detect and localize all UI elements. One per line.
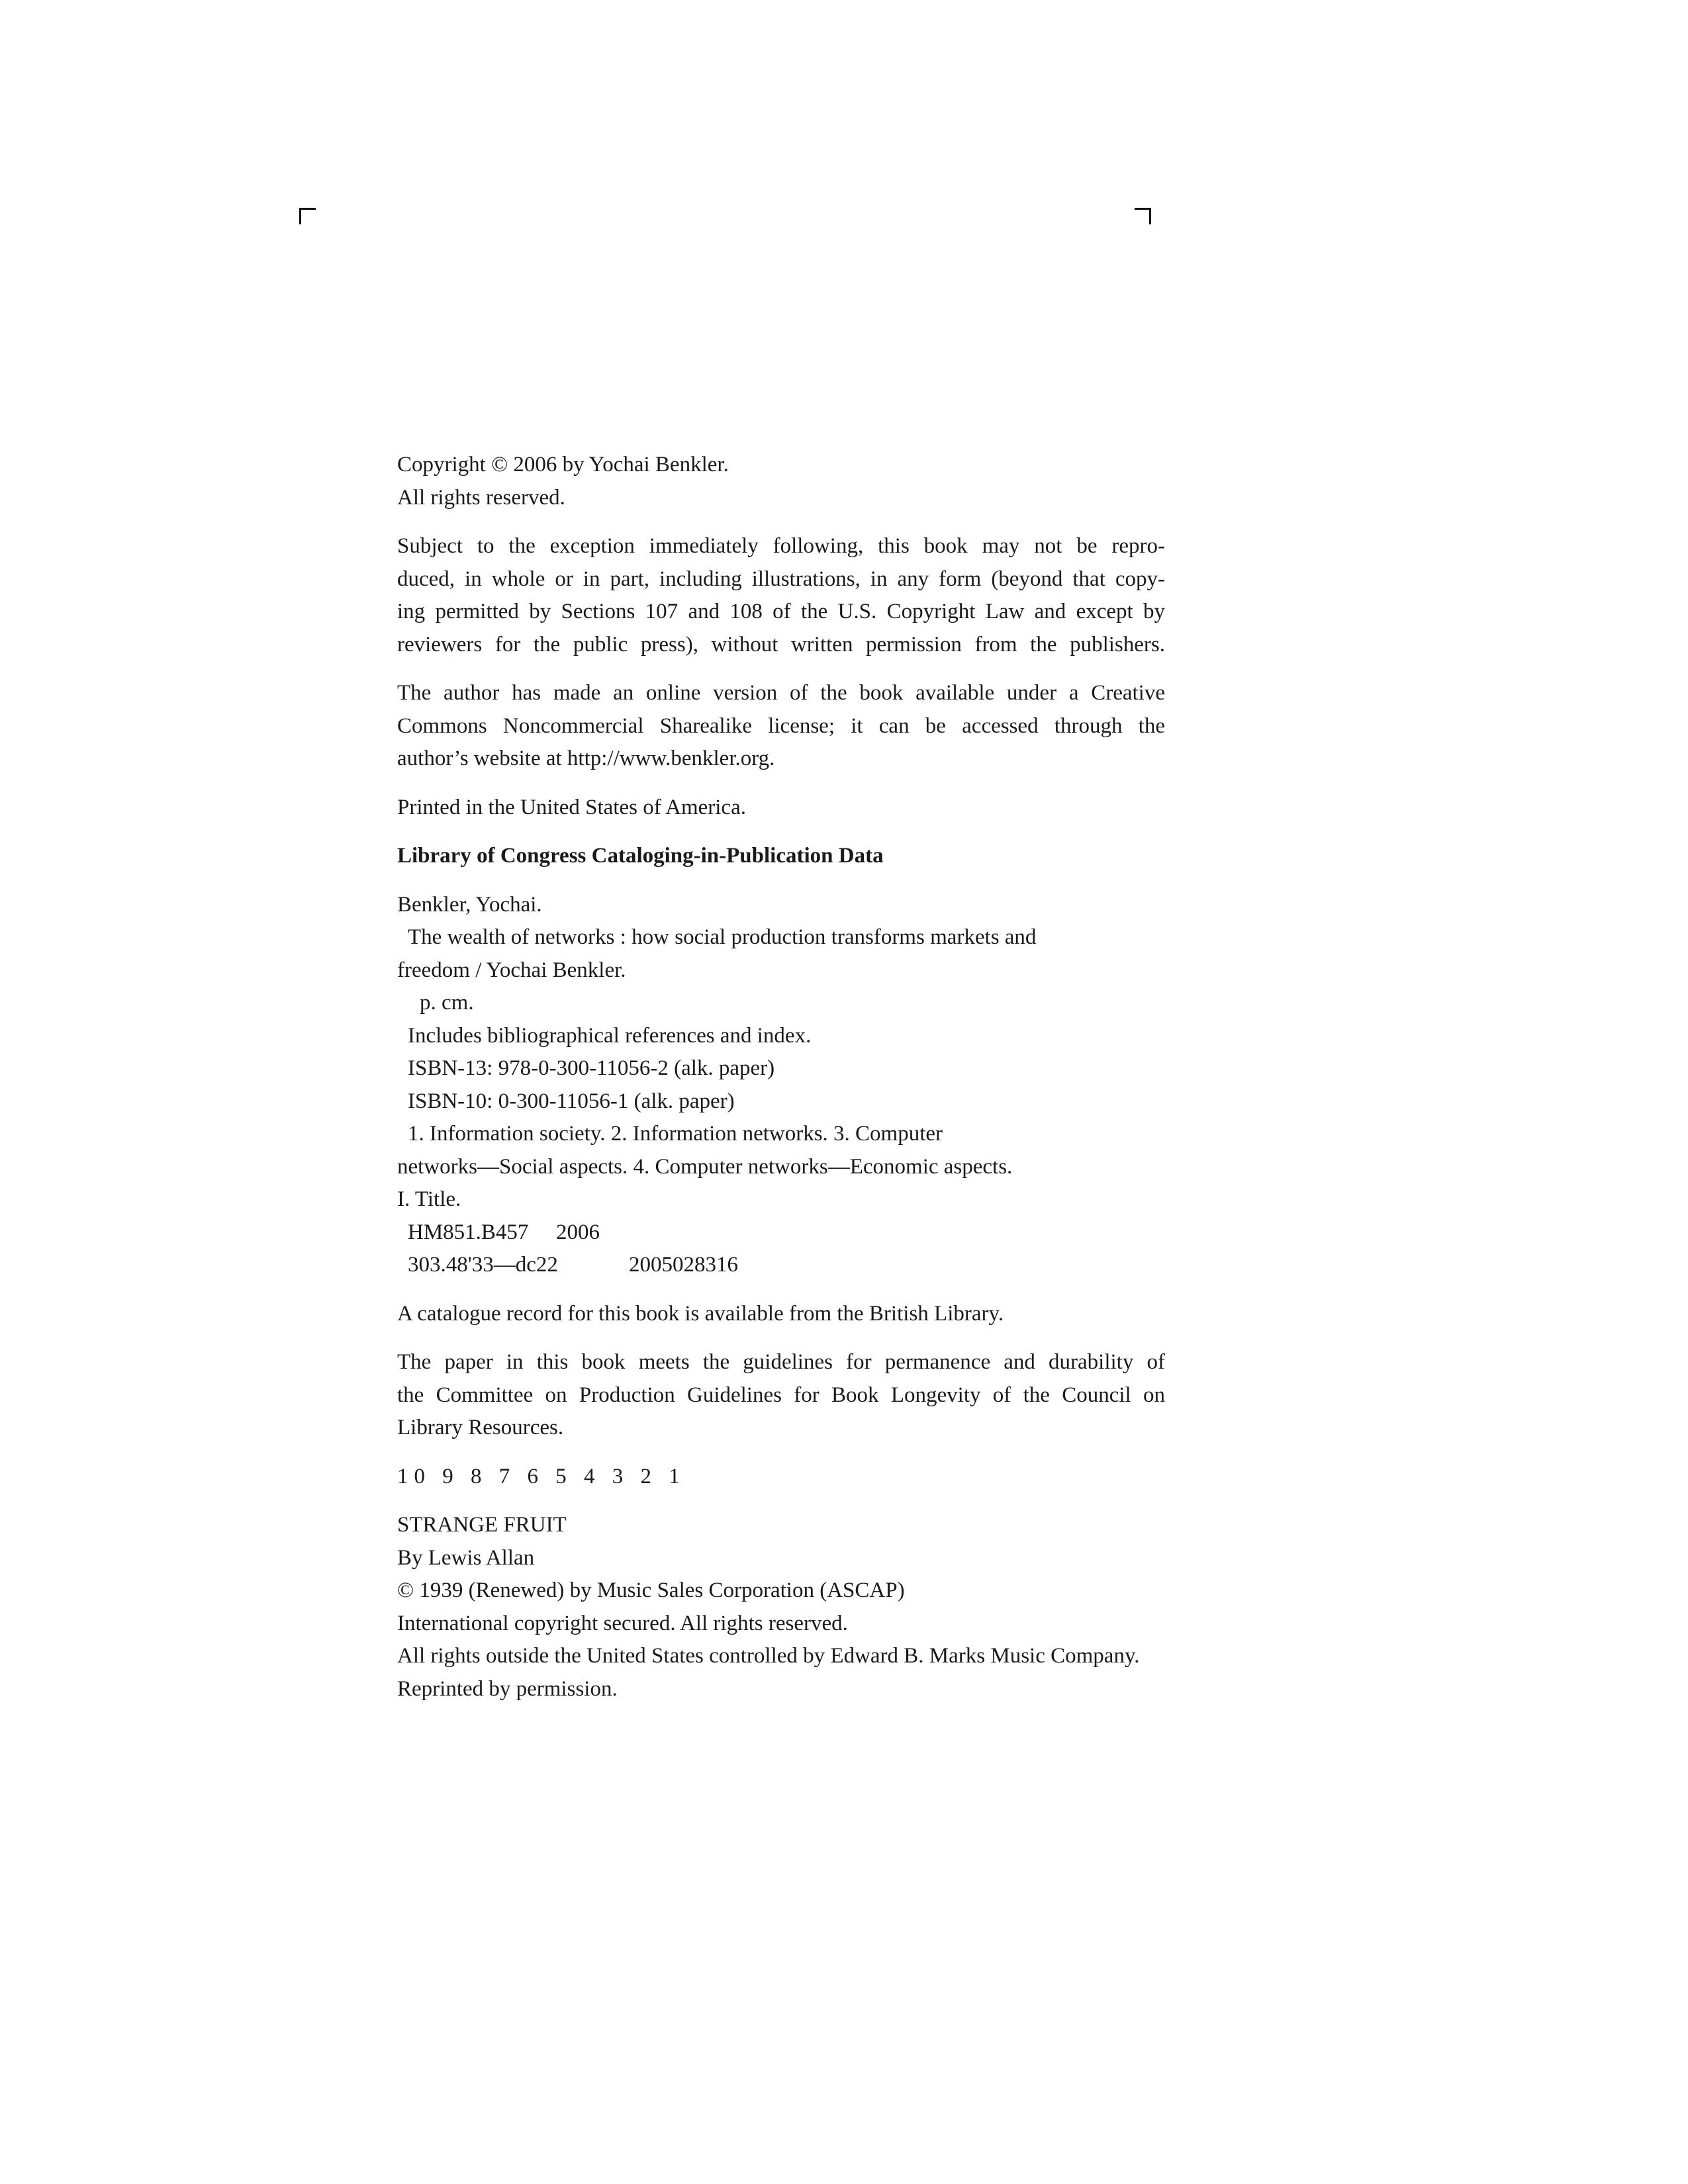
song-reprinted: Reprinted by permission. (397, 1676, 618, 1701)
cip-call-number-row (397, 1216, 1165, 1250)
british-library-text: A catalogue record for this book is available from the British Library. (397, 1301, 1004, 1326)
online-version-paragraph (397, 677, 1165, 776)
cip-title-line: The wealth of networks : how social production transforms markets and (408, 925, 1037, 949)
permission-line: duced, in whole or in part, including illustrations, in any form (beyond that copy- (397, 567, 1165, 591)
song-title: STRANGE FRUIT (397, 1513, 567, 1537)
cip-call-number: HM851.B457 (408, 1220, 529, 1244)
british-library-line (397, 1298, 1165, 1331)
cip-dewey: 303.48'33—dc22 (408, 1253, 558, 1277)
cip-title-line: freedom / Yochai Benkler. (397, 958, 626, 982)
song-copyright-secured: International copyright secured. All rights reserved. (397, 1611, 848, 1635)
permission-line: Subject to the exception immediately following, this book may not be repro- (397, 534, 1165, 558)
copyright-page (397, 449, 1165, 1721)
cip-subjects-line: 1. Information society. 2. Information networks. 3. Computer (408, 1122, 943, 1146)
online-version-line: The author has made an online version of the book available under a Creative (397, 681, 1165, 705)
paper-line: the Committee on Production Guidelines for Book Longevity of the Council on (397, 1383, 1165, 1407)
copyright-block (397, 449, 1165, 514)
rights-reserved-line: All rights reserved. (397, 485, 565, 510)
printed-in-text: Printed in the United States of America. (397, 795, 746, 819)
song-author: By Lewis Allan (397, 1545, 535, 1570)
cip-dewey-row (397, 1249, 1165, 1282)
cip-isbn-13: ISBN-13: 978-0-300-11056-2 (alk. paper) (408, 1056, 775, 1080)
cip-subjects-line: networks—Social aspects. 4. Computer networks—Economic aspects. (397, 1154, 1013, 1179)
permission-line: reviewers for the public press), without written permission from the publishers. (397, 632, 1165, 657)
cip-title-entry: I. Title. (397, 1187, 461, 1211)
song-credit (397, 1509, 1165, 1706)
printed-in-line (397, 792, 1165, 825)
copyright-line: Copyright © 2006 by Yochai Benkler. (397, 453, 729, 477)
song-copyright: © 1939 (Renewed) by Music Sales Corporation (ASCAP) (397, 1578, 905, 1602)
paper-line: Library Resources. (397, 1416, 564, 1439)
online-version-line: author’s website at http://www.benkler.org. (397, 747, 775, 770)
cip-lccn: 2005028316 (629, 1253, 738, 1277)
printing-numbers-line (397, 1461, 1165, 1494)
paper-line: The paper in this book meets the guidelines for permanence and durability of (397, 1350, 1165, 1374)
cip-pages: p. cm. (420, 991, 474, 1015)
permission-line: ing permitted by Sections 107 and 108 of the U.S. Copyright Law and except by (397, 600, 1165, 623)
cip-includes: Includes bibliographical references and index. (408, 1023, 812, 1048)
cip-data (397, 889, 1165, 1282)
printing-numbers: 10 9 8 7 6 5 4 3 2 1 (397, 1464, 686, 1488)
cip-author: Benkler, Yochai. (397, 892, 542, 917)
song-rights-outside-us: All rights outside the United States controlled by Edward B. Marks Music Company. (397, 1644, 1140, 1668)
cip-heading-block (397, 840, 1165, 873)
cip-heading: Library of Congress Cataloging-in-Publication Data (397, 844, 884, 868)
online-version-line: Commons Noncommercial Sharealike license; it can be accessed through the (397, 713, 1165, 738)
paper-paragraph (397, 1346, 1165, 1445)
permission-paragraph (397, 530, 1165, 661)
cip-isbn-10: ISBN-10: 0-300-11056-1 (alk. paper) (408, 1089, 735, 1113)
crop-mark-top-right (1135, 208, 1151, 224)
crop-mark-top-left (299, 208, 316, 224)
cip-call-year: 2006 (556, 1220, 600, 1244)
